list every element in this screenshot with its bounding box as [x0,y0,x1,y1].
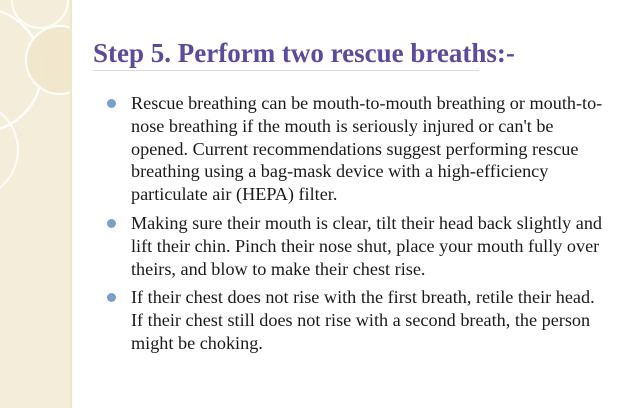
decorative-circles-icon [0,0,70,408]
decorative-side-band [0,0,70,408]
bullet-item [103,92,608,206]
bullet-text: Rescue breathing can be mouth-to-mouth breathing or mouth-to-nose breathing if the mouth is seriously injured or can't be opened. Current recommendations suggest performing rescue breathing using a bag-mask device with a high-efficiency particulate air (HEPA) filter. [131,93,603,205]
bullet-dot-icon [107,293,116,302]
bullet-item [103,212,608,280]
slide-title: Step 5. Perform two rescue breaths:- [93,38,515,68]
band-divider [70,0,72,408]
bullet-item [103,286,608,354]
bullet-text: If their chest does not rise with the first breath, retile their head. If their chest still does not rise with a second breath, the person might be choking. [131,287,595,353]
bullet-list [103,92,608,361]
bullet-dot-icon [107,219,116,228]
bullet-dot-icon [107,99,116,108]
title-underline [93,70,479,71]
bullet-text: Making sure their mouth is clear, tilt their head back slightly and lift their chin. Pinch their nose shut, place your mouth fully over theirs, and blow to make their chest rise. [131,212,603,279]
